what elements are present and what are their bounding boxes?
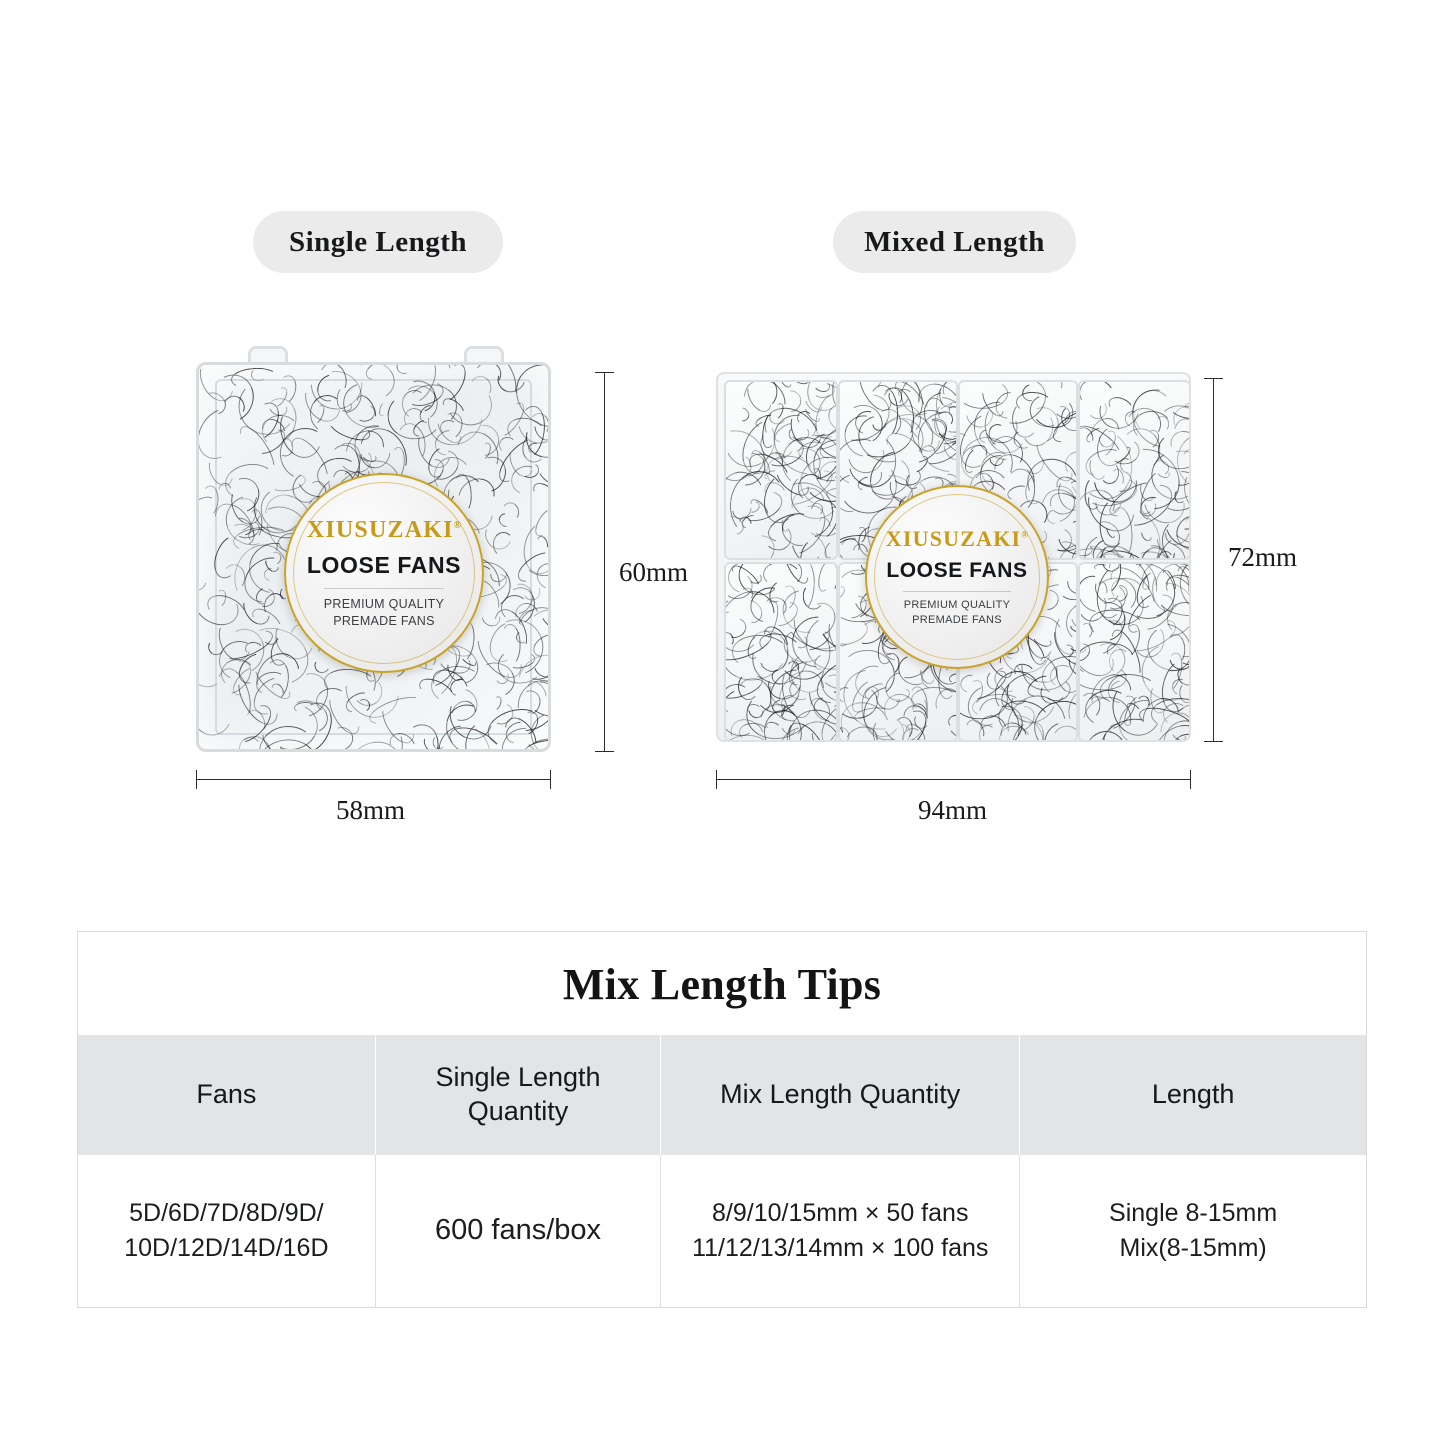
- single-width-dimension-line: [196, 779, 551, 780]
- brand-sticker-single: [284, 473, 484, 673]
- sticker-subline-2: PREMADE FANS: [912, 614, 1002, 626]
- cell-mix-quantity: [661, 1155, 1020, 1307]
- sticker-product-title: LOOSE FANS: [306, 551, 462, 578]
- column-header-single-quantity-line1: Single Length: [435, 1062, 601, 1093]
- cell-length: [1020, 1155, 1366, 1307]
- column-header-fans: Fans: [78, 1035, 375, 1155]
- lash-fans-cluster: [1080, 382, 1189, 558]
- brand-name: [886, 526, 1028, 552]
- sticker-ring: [293, 482, 475, 664]
- compartment-1: [724, 380, 838, 560]
- single-length-label: [253, 211, 503, 273]
- lash-fans-cluster: [1080, 564, 1189, 740]
- cell-single-quantity: 600 fans/box: [375, 1155, 661, 1307]
- specs-table: [78, 1035, 1366, 1307]
- brand-name: [307, 517, 461, 544]
- cell-fans: [78, 1155, 375, 1307]
- compartment-8: [1078, 562, 1191, 742]
- compartment-4: [1078, 380, 1191, 560]
- column-header-single-quantity-line2: Quantity: [467, 1096, 569, 1126]
- mixed-height-dimension-line: [1213, 378, 1214, 742]
- column-header-mix-quantity: Mix Length Quantity: [661, 1035, 1020, 1155]
- trademark-icon: ®: [1021, 529, 1029, 540]
- column-header-length: Length: [1020, 1035, 1366, 1155]
- cell-length-line1: Single 8-15mm: [1109, 1198, 1278, 1227]
- sticker-subline-2: PREMADE FANS: [333, 613, 435, 628]
- lash-strand: [779, 382, 793, 390]
- single-length-text: Single Length: [288, 225, 468, 258]
- compartment-5: [724, 562, 838, 742]
- cell-length-line2: Mix(8-15mm): [1119, 1234, 1267, 1262]
- table-title: Mix Length Tips: [562, 960, 882, 1009]
- sticker-subline-1: PREMIUM QUALITY: [903, 599, 1011, 612]
- lash-strand: [199, 736, 232, 749]
- sticker-product-title: LOOSE FANS: [886, 559, 1028, 583]
- single-width-dimension-label: 58mm: [336, 795, 406, 825]
- mixed-length-text: Mixed Length: [864, 225, 1045, 258]
- table-head: [78, 1035, 1366, 1155]
- cell-mix-quantity-line2: 11/12/13/14mm × 100 fans: [692, 1234, 989, 1262]
- single-height-dimension-line: [604, 372, 605, 752]
- single-height-dimension-label: 60mm: [619, 557, 689, 587]
- mixed-length-label: [833, 211, 1076, 273]
- cell-fans-line2: 10D/12D/14D/16D: [124, 1234, 329, 1262]
- lash-strand: [499, 624, 520, 666]
- mixed-width-dimension-line: [716, 779, 1191, 780]
- cell-fans-line1: 5D/6D/7D/8D/9D/: [129, 1198, 324, 1227]
- table-header-row: [78, 1035, 1366, 1155]
- brand-name-text: XIUSUZAKI: [885, 526, 1022, 552]
- mixed-width-dimension-label: 94mm: [918, 795, 988, 825]
- mix-length-tips-table: [77, 931, 1367, 1308]
- trademark-icon: ®: [453, 519, 462, 531]
- mixed-height-dimension-label: 72mm: [1228, 542, 1298, 572]
- table-body: [78, 1155, 1366, 1307]
- cell-mix-quantity-line1: 8/9/10/15mm × 50 fans: [712, 1198, 969, 1227]
- lash-fans-cluster: [726, 564, 836, 740]
- brand-sticker-mixed: [865, 485, 1049, 669]
- sticker-subline-1: PREMIUM QUALITY: [323, 596, 445, 611]
- table-row: [78, 1155, 1366, 1307]
- column-header-single-quantity: [375, 1035, 661, 1155]
- lash-fans-cluster: [726, 382, 836, 558]
- brand-name-text: XIUSUZAKI: [306, 516, 454, 543]
- sticker-ring: [874, 494, 1040, 660]
